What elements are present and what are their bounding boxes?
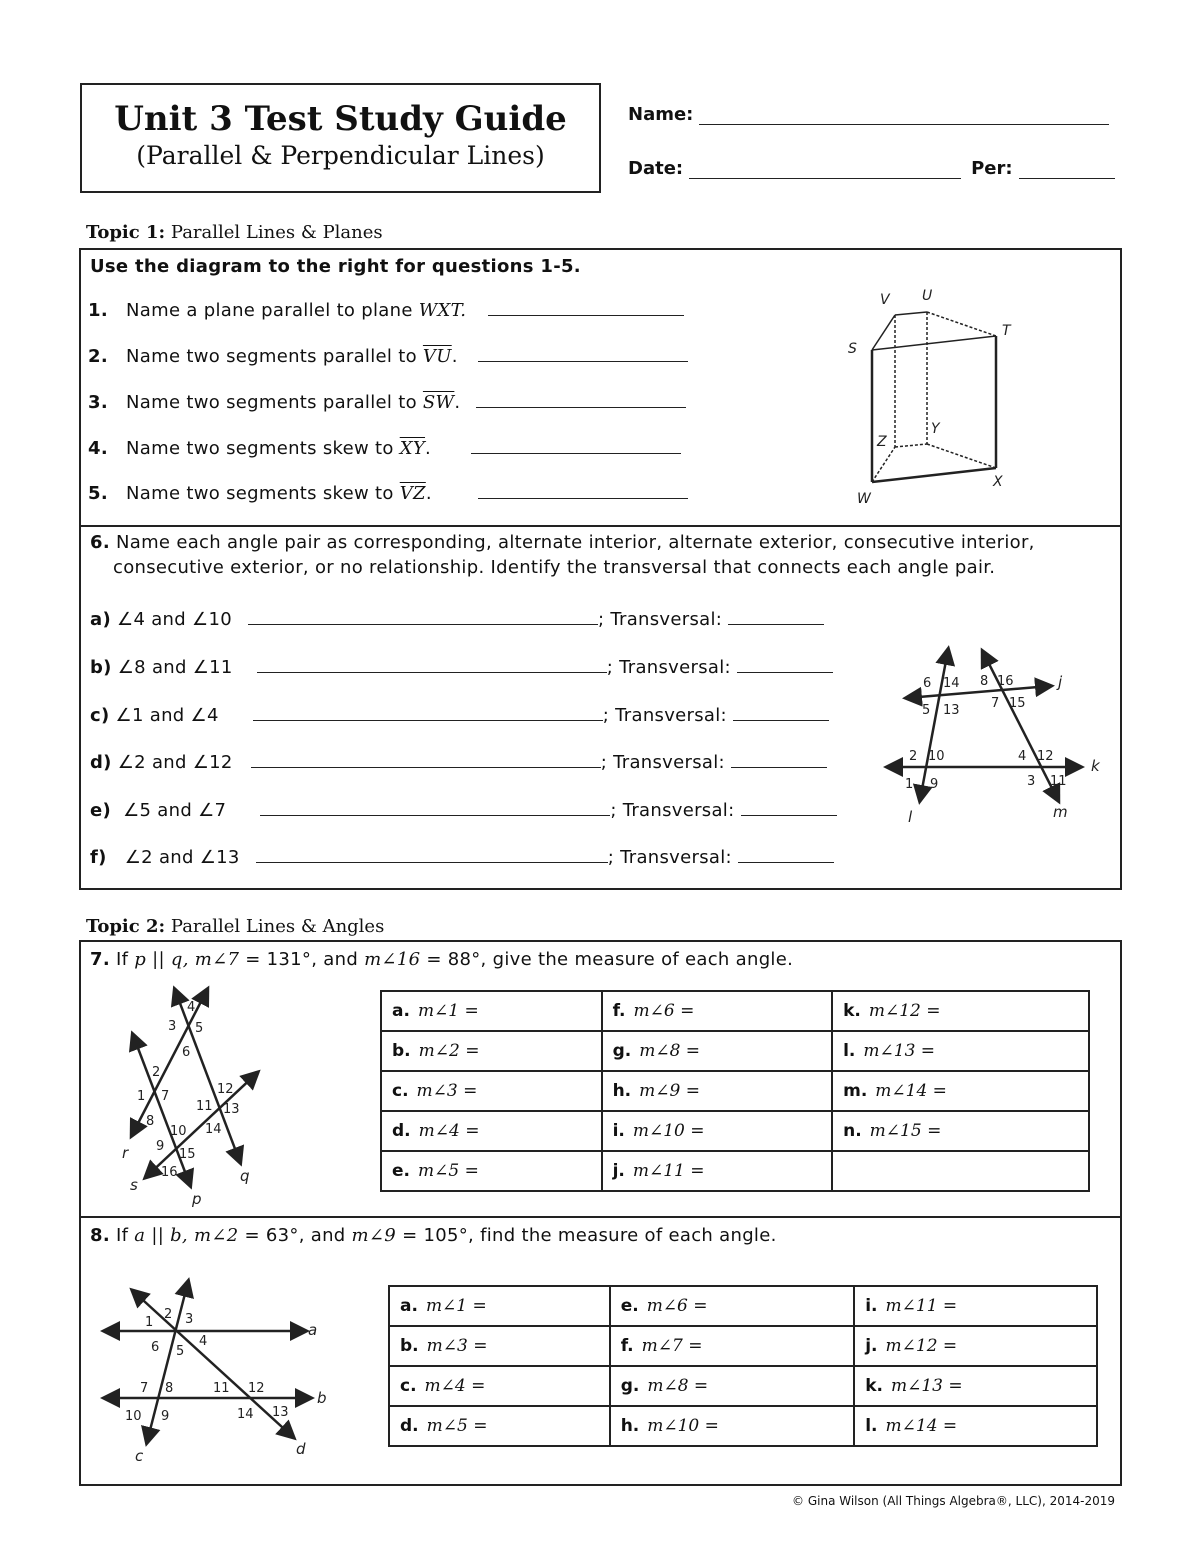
q6-b-transversal-line[interactable] (737, 672, 833, 673)
svg-text:10: 10 (170, 1124, 187, 1139)
svg-text:11: 11 (196, 1099, 213, 1114)
svg-text:10: 10 (928, 749, 945, 764)
svg-text:13: 13 (223, 1102, 240, 1117)
table-row (389, 1366, 1097, 1406)
q6-item-e: e) ∠5 and ∠7 ; Transversal: (90, 800, 837, 821)
svg-text:11: 11 (1050, 774, 1067, 789)
q6-a-relationship-line[interactable] (248, 624, 598, 625)
svg-text:d: d (296, 1440, 306, 1458)
name-input-line[interactable] (699, 124, 1109, 125)
question-7-prompt: 7. If p || q, m∠7 = 131°, and m∠16 = 88°, give the measure of each angle. (90, 949, 794, 970)
q7-cell-k[interactable]: k. m∠12 = (832, 991, 1089, 1031)
date-label: Date: (628, 158, 684, 179)
q6-item-b: b) ∠8 and ∠11 ; Transversal: (90, 657, 833, 678)
svg-text:2: 2 (909, 749, 918, 764)
svg-text:r: r (122, 1144, 129, 1162)
svg-text:5: 5 (176, 1344, 185, 1359)
svg-text:8: 8 (146, 1114, 155, 1129)
transversal-diagram-q8 (95, 1270, 345, 1470)
svg-text:V: V (880, 292, 890, 308)
svg-text:q: q (240, 1167, 250, 1185)
prism-diagram (830, 280, 1030, 510)
q8-answer-grid (388, 1285, 1098, 1447)
answer-2-line[interactable] (478, 361, 688, 362)
q8-cell-k[interactable]: k. m∠13 = (854, 1366, 1097, 1406)
svg-text:12: 12 (217, 1082, 234, 1097)
table-row (389, 1326, 1097, 1366)
q6-d-transversal-line[interactable] (731, 767, 827, 768)
q7-cell-d[interactable]: d. m∠4 = (381, 1111, 602, 1151)
answer-5-line[interactable] (478, 498, 688, 499)
question-4: 4. Name two segments skew to $\overline{XY}$. (88, 438, 681, 459)
svg-text:3: 3 (168, 1019, 177, 1034)
svg-text:10: 10 (125, 1409, 142, 1424)
svg-text:13: 13 (272, 1405, 289, 1420)
q7-cell-e[interactable]: e. m∠5 = (381, 1151, 602, 1191)
svg-text:5: 5 (195, 1021, 204, 1036)
answer-3-line[interactable] (476, 407, 686, 408)
svg-text:7: 7 (161, 1089, 170, 1104)
q8-cell-c[interactable]: c. m∠4 = (389, 1366, 610, 1406)
svg-text:16: 16 (161, 1165, 178, 1180)
table-row (381, 1031, 1089, 1071)
svg-text:X: X (993, 474, 1003, 490)
q6-c-transversal-line[interactable] (733, 720, 829, 721)
question-6-prompt-line2: consecutive exterior, or no relationship. Identify the transversal that connects each angle pair. (113, 557, 996, 578)
svg-text:4: 4 (199, 1334, 208, 1349)
q7-cell-i[interactable]: i. m∠10 = (602, 1111, 833, 1151)
svg-text:a: a (308, 1321, 318, 1339)
q7-cell-g[interactable]: g. m∠8 = (602, 1031, 833, 1071)
svg-text:8: 8 (165, 1381, 174, 1396)
svg-text:11: 11 (213, 1381, 230, 1396)
date-input-line[interactable] (689, 178, 961, 179)
q8-cell-e[interactable]: e. m∠6 = (610, 1286, 855, 1326)
svg-text:W: W (857, 491, 871, 507)
q7-cell-f[interactable]: f. m∠6 = (602, 991, 833, 1031)
q7-cell-h[interactable]: h. m∠9 = (602, 1071, 833, 1111)
svg-text:7: 7 (991, 696, 1000, 711)
q6-c-relationship-line[interactable] (253, 720, 603, 721)
q6-item-a: a) ∠4 and ∠10 ; Transversal: (90, 609, 824, 630)
svg-text:12: 12 (248, 1381, 265, 1396)
svg-text:8: 8 (980, 674, 989, 689)
date-field (628, 158, 1115, 179)
svg-text:6: 6 (151, 1340, 160, 1355)
table-row (381, 1071, 1089, 1111)
q7-cell-j[interactable]: j. m∠11 = (602, 1151, 833, 1191)
svg-text:15: 15 (179, 1147, 196, 1162)
svg-text:9: 9 (156, 1139, 165, 1154)
table-row (381, 1151, 1089, 1191)
answer-1-line[interactable] (488, 315, 684, 316)
question-8-prompt: 8. If a || b, m∠2 = 63°, and m∠9 = 105°, find the measure of each angle. (90, 1225, 777, 1246)
page-subtitle: (Parallel & Perpendicular Lines) (136, 141, 545, 170)
answer-4-line[interactable] (471, 453, 681, 454)
q6-f-transversal-line[interactable] (738, 862, 834, 863)
svg-text:j: j (1058, 673, 1063, 691)
transversal-diagram-q7 (100, 980, 300, 1210)
copyright-footer: © Gina Wilson (All Things Algebra®, LLC), 2014-2019 (792, 1494, 1115, 1508)
svg-text:3: 3 (1027, 774, 1036, 789)
svg-text:9: 9 (161, 1409, 170, 1424)
q7-cell-n[interactable]: n. m∠15 = (832, 1111, 1089, 1151)
question-2: 2. Name two segments parallel to $\overline{VU}$. (88, 346, 688, 367)
instruction: Use the diagram to the right for questions 1-5. (90, 256, 581, 277)
svg-text:Y: Y (931, 421, 940, 437)
topic2-heading: Topic 2: Parallel Lines & Angles (86, 916, 385, 937)
svg-text:7: 7 (140, 1381, 149, 1396)
per-input-line[interactable] (1019, 178, 1115, 179)
q6-item-d: d) ∠2 and ∠12 ; Transversal: (90, 752, 827, 773)
svg-text:b: b (317, 1389, 327, 1407)
svg-text:k: k (1091, 757, 1100, 775)
svg-text:1: 1 (145, 1315, 154, 1330)
q8-cell-i[interactable]: i. m∠11 = (854, 1286, 1097, 1326)
svg-text:14: 14 (237, 1407, 254, 1422)
q7-cell-a[interactable]: a. m∠1 = (381, 991, 602, 1031)
q7-cell-l[interactable]: l. m∠13 = (832, 1031, 1089, 1071)
q7-cell-empty (832, 1151, 1089, 1191)
page-title: Unit 3 Test Study Guide (114, 99, 567, 139)
svg-text:1: 1 (905, 777, 914, 792)
q8-cell-h[interactable]: h. m∠10 = (610, 1406, 855, 1446)
q6-f-relationship-line[interactable] (256, 862, 608, 863)
name-label: Name: (628, 104, 694, 125)
svg-text:c: c (135, 1447, 144, 1465)
svg-text:13: 13 (943, 703, 960, 718)
svg-text:2: 2 (164, 1307, 173, 1322)
q8-cell-j[interactable]: j. m∠12 = (854, 1326, 1097, 1366)
q7-cell-m[interactable]: m. m∠14 = (832, 1071, 1089, 1111)
q7-cell-c[interactable]: c. m∠3 = (381, 1071, 602, 1111)
table-row (381, 991, 1089, 1031)
svg-text:4: 4 (1018, 749, 1027, 764)
name-field (628, 104, 1109, 125)
q6-e-relationship-line[interactable] (260, 815, 610, 816)
per-label: Per: (971, 158, 1013, 179)
svg-text:s: s (130, 1176, 138, 1194)
q7-cell-b[interactable]: b. m∠2 = (381, 1031, 602, 1071)
q6-item-c: c) ∠1 and ∠4 ; Transversal: (90, 705, 829, 726)
q7-answer-grid (380, 990, 1090, 1192)
transversal-diagram-q6 (870, 640, 1110, 830)
svg-text:2: 2 (152, 1065, 161, 1080)
svg-text:16: 16 (997, 674, 1014, 689)
svg-text:12: 12 (1037, 749, 1054, 764)
svg-text:Z: Z (877, 434, 887, 450)
q8-cell-a[interactable]: a. m∠1 = (389, 1286, 610, 1326)
svg-text:14: 14 (943, 676, 960, 691)
svg-text:U: U (922, 288, 933, 304)
q6-e-transversal-line[interactable] (741, 815, 837, 816)
question-1: 1. Name a plane parallel to plane WXT. (88, 300, 684, 321)
svg-text:p: p (192, 1190, 202, 1208)
question-3: 3. Name two segments parallel to $\overline{SW}$. (88, 392, 686, 413)
q6-item-f: f) ∠2 and ∠13 ; Transversal: (90, 847, 834, 868)
svg-text:6: 6 (182, 1045, 191, 1060)
svg-text:5: 5 (922, 703, 931, 718)
topic1-heading: Topic 1: Parallel Lines & Planes (86, 222, 383, 243)
q6-a-transversal-line[interactable] (728, 624, 824, 625)
svg-text:6: 6 (923, 676, 932, 691)
svg-text:l: l (908, 808, 913, 826)
q8-cell-l[interactable]: l. m∠14 = (854, 1406, 1097, 1446)
q8-cell-d[interactable]: d. m∠5 = (389, 1406, 610, 1446)
svg-text:3: 3 (185, 1312, 194, 1327)
svg-text:4: 4 (187, 1000, 196, 1015)
table-row (381, 1111, 1089, 1151)
svg-text:9: 9 (930, 777, 939, 792)
svg-text:15: 15 (1009, 696, 1026, 711)
q8-cell-b[interactable]: b. m∠3 = (389, 1326, 610, 1366)
svg-text:14: 14 (205, 1122, 222, 1137)
title-box (80, 83, 601, 193)
table-row (389, 1406, 1097, 1446)
q6-b-relationship-line[interactable] (257, 672, 607, 673)
question-5: 5. Name two segments skew to $\overline{VZ}$. (88, 483, 688, 504)
svg-text:1: 1 (137, 1089, 146, 1104)
svg-text:S: S (848, 341, 857, 357)
q8-cell-f[interactable]: f. m∠7 = (610, 1326, 855, 1366)
table-row (389, 1286, 1097, 1326)
svg-text:m: m (1053, 803, 1068, 821)
q8-cell-g[interactable]: g. m∠8 = (610, 1366, 855, 1406)
svg-text:T: T (1002, 323, 1011, 339)
q6-d-relationship-line[interactable] (251, 767, 601, 768)
question-6-prompt: 6. Name each angle pair as corresponding, alternate interior, alternate exterior, consecutive interior, (90, 532, 1035, 553)
